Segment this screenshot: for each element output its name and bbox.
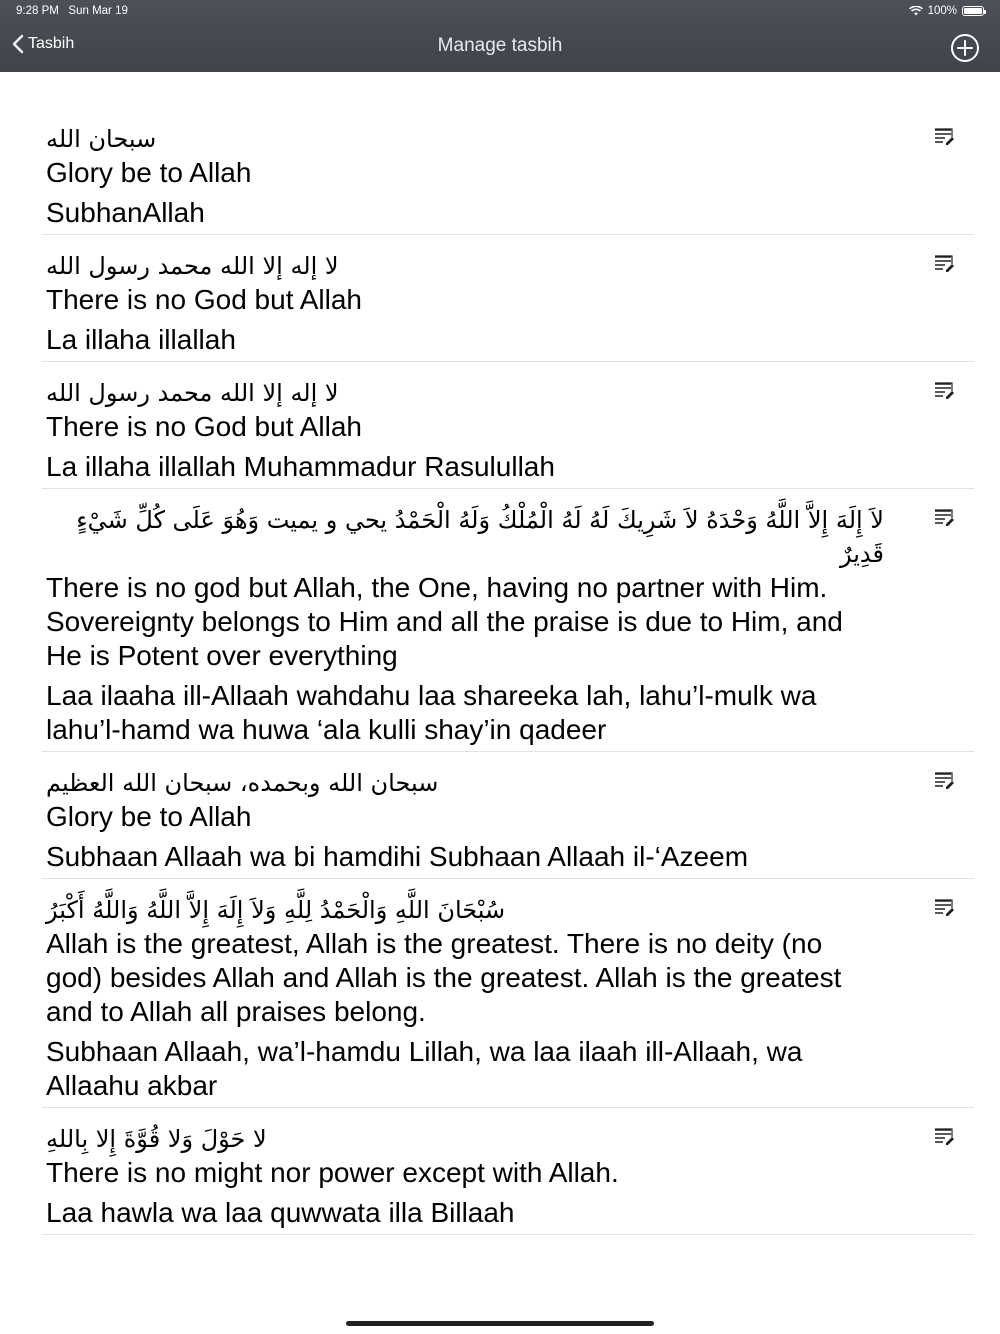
arabic-text: لاَ إِلَهَ إِلاَّ اللَّهُ وَحْدَهُ لاَ شَرِيكَ لَهُ لَهُ الْمُلْكُ وَلَهُ الْحَمْدُ يحي و يميت وَهُوَ عَلَى كُلِّ شَيْءٍ قَدِيرٌ	[76, 506, 884, 568]
edit-note-icon	[934, 1128, 956, 1146]
status-date: Sun Mar 19	[68, 5, 128, 17]
edit-note-icon	[934, 772, 956, 790]
english-text: Allah is the greatest, Allah is the greatest. There is no deity (no god) besides Allah and Allah is the greatest. Allah is the greatest and to Allah all praises belong.	[46, 928, 842, 1027]
edit-note-icon	[934, 128, 956, 146]
status-bar	[0, 5, 1000, 21]
status-right	[909, 5, 984, 17]
edit-note-icon	[934, 382, 956, 400]
list-item[interactable]	[42, 1108, 974, 1235]
battery-icon	[962, 6, 984, 16]
transliteration-text: SubhanAllah	[46, 197, 205, 228]
arabic-text: سُبْحَانَ اللَّهِ وَالْحَمْدُ لِلَّهِ وَلاَ إِلَهَ إِلاَّ اللَّهُ وَاللَّهُ أَكْبَرُ	[46, 896, 506, 924]
english-text: Glory be to Allah	[46, 801, 252, 832]
arabic-text: لا حَوْلَ وَلا قُوَّةَ إِلا بِاللهِ	[46, 1125, 267, 1153]
status-time-date	[16, 5, 128, 17]
transliteration-text: Laa hawla wa laa quwwata illa Billaah	[46, 1197, 515, 1228]
english-text: There is no God but Allah	[46, 284, 362, 315]
list-item[interactable]	[42, 235, 974, 362]
english-text: There is no might nor power except with Allah.	[46, 1157, 619, 1188]
plus-circle-icon	[950, 33, 980, 63]
home-indicator[interactable]	[346, 1321, 654, 1326]
arabic-text: سبحان الله	[46, 125, 157, 153]
list-item[interactable]	[42, 879, 974, 1108]
edit-note-icon	[934, 899, 956, 917]
top-bar	[0, 0, 1000, 72]
transliteration-text: Laa ilaaha ill-Allaah wahdahu laa shareeka lah, lahu’l-mulk wa lahu’l-hamd wa huwa ‘ala kulli shay’in qadeer	[46, 680, 817, 745]
list-item[interactable]	[42, 752, 974, 879]
edit-button[interactable]	[934, 255, 956, 273]
edit-button[interactable]	[934, 899, 956, 917]
back-button-label: Tasbih	[28, 35, 75, 52]
edit-button[interactable]	[934, 382, 956, 400]
english-text: There is no god but Allah, the One, having no partner with Him. Sovereignty belongs to Him and all the praise is due to Him, and He is Potent over everything	[46, 572, 843, 671]
list-item[interactable]	[42, 489, 974, 752]
page-title: Manage tasbih	[437, 35, 563, 56]
transliteration-text: Subhaan Allaah, wa’l-hamdu Lillah, wa laa ilaah ill-Allaah, wa Allaahu akbar	[46, 1036, 803, 1101]
list-item[interactable]	[42, 362, 974, 489]
battery-percent: 100%	[927, 5, 957, 17]
edit-note-icon	[934, 255, 956, 273]
nav-bar	[0, 24, 1000, 72]
english-text: Glory be to Allah	[46, 157, 252, 188]
add-button[interactable]	[950, 33, 980, 63]
transliteration-text: La illaha illallah	[46, 324, 236, 355]
arabic-text: لا إله إلا الله محمد رسول الله	[46, 379, 339, 407]
arabic-text: سبحان الله وبحمده، سبحان الله العظيم	[46, 769, 439, 797]
tasbih-list	[0, 108, 1000, 1246]
edit-button[interactable]	[934, 509, 956, 527]
edit-button[interactable]	[934, 1128, 956, 1146]
wifi-icon	[909, 6, 923, 16]
transliteration-text: La illaha illallah Muhammadur Rasulullah	[46, 451, 555, 482]
arabic-text: لا إله إلا الله محمد رسول الله	[46, 252, 339, 280]
edit-button[interactable]	[934, 128, 956, 146]
edit-note-icon	[934, 509, 956, 527]
transliteration-text: Subhaan Allaah wa bi hamdihi Subhaan Allaah il-‘Azeem	[46, 841, 749, 872]
list-item[interactable]	[42, 108, 974, 235]
edit-button[interactable]	[934, 772, 956, 790]
english-text: There is no God but Allah	[46, 411, 362, 442]
status-time: 9:28 PM	[16, 5, 59, 17]
